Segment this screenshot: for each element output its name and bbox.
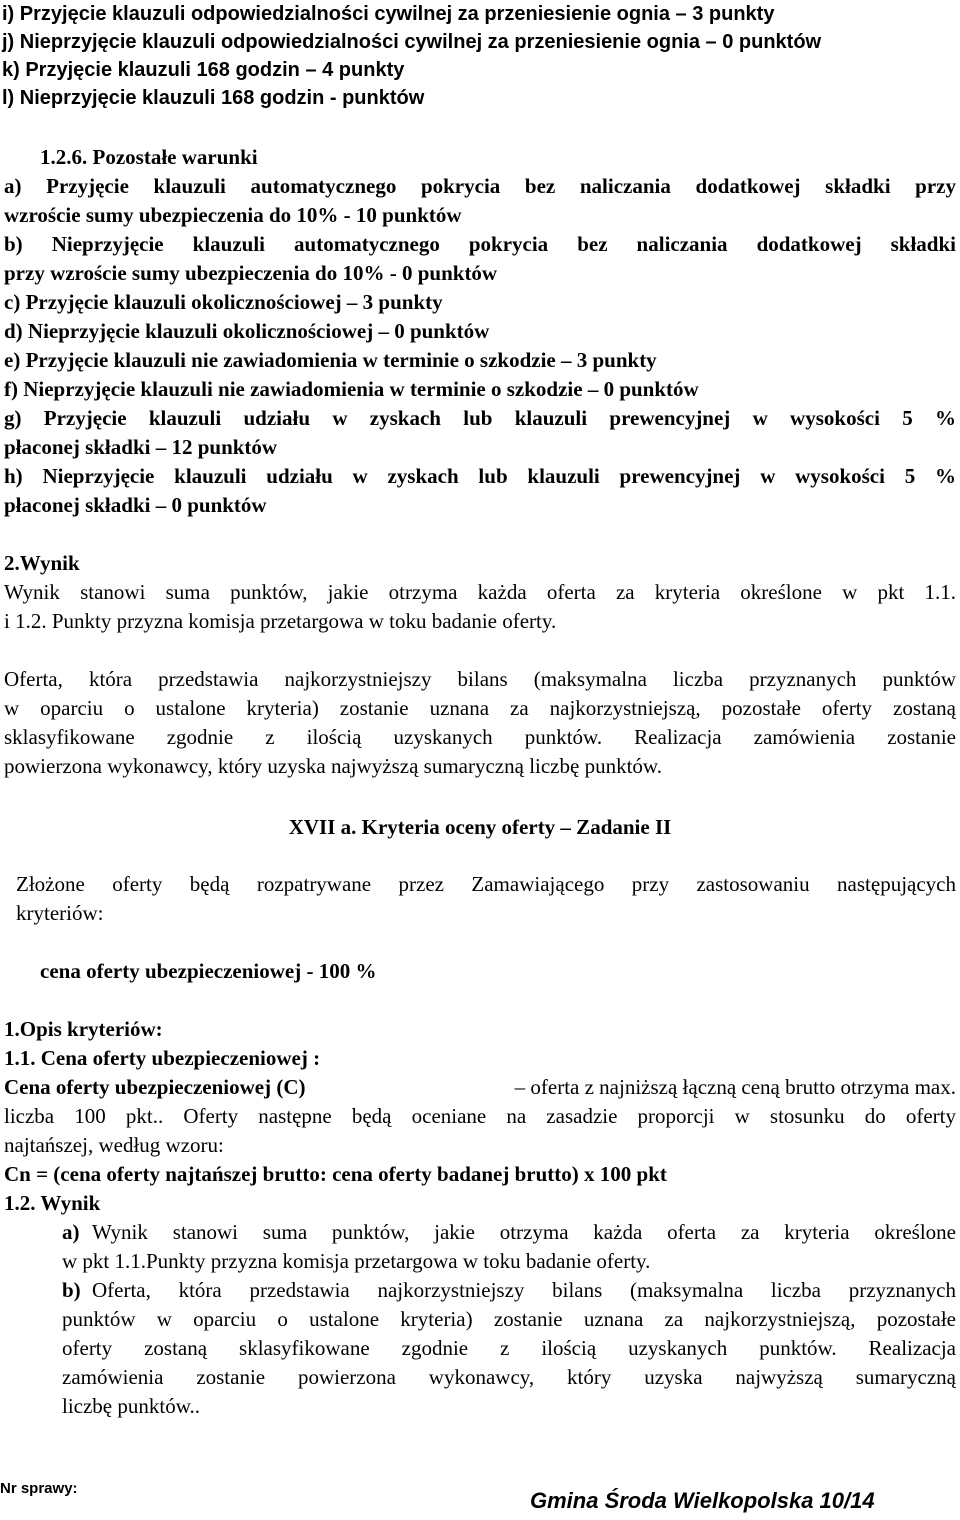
body-line: kryteriów: xyxy=(16,901,104,925)
body-line: Złożone oferty będą rozpatrywane przez Zamawiającego przy zastosowaniu następujących xyxy=(16,872,956,896)
clause-line: e) Przyjęcie klauzuli nie zawiadomienia w terminie o szkodzie – 3 punkty xyxy=(4,348,657,372)
body-line: zamówienia zostanie powierzona wykonawcy, który uzyska najwyższą sumaryczną xyxy=(62,1365,956,1389)
body-line: w pkt 1.1.Punkty przyzna komisja przetargowa w toku badanie oferty. xyxy=(62,1249,651,1273)
clause-line: a) Przyjęcie klauzuli automatycznego pokrycia bez naliczania dodatkowej składki przy xyxy=(4,174,956,198)
cena-term: Cena oferty ubezpieczeniowej (C) xyxy=(4,1075,306,1099)
body-line: punktów w oparciu o ustalone kryteria) zostanie uznana za najkorzystniejszą, pozostałe xyxy=(62,1307,956,1331)
section-heading-wynik: 2.Wynik xyxy=(4,551,80,575)
clause-line: b) Nieprzyjęcie klauzuli automatycznego pokrycia bez naliczania dodatkowej składki xyxy=(4,232,956,256)
footer-org-page: Gmina Środa Wielkopolska 10/14 xyxy=(530,1488,875,1513)
clause-item-i: i) Przyjęcie klauzuli odpowiedzialności cywilnej za przeniesienie ognia – 3 punkty xyxy=(2,3,775,25)
body-line: najtańszej, według wzoru: xyxy=(4,1133,224,1157)
body-line: Wynik stanowi suma punktów, jakie otrzyma każda oferta za kryteria określone xyxy=(92,1220,956,1244)
item-label-a: a) xyxy=(62,1220,80,1244)
clause-line: płaconej składki – 0 punktów xyxy=(4,493,267,517)
body-line: Oferta, która przedstawia najkorzystniejszy bilans (maksymalna liczba przyznanych xyxy=(92,1278,956,1302)
subsection-heading: 1.2. Wynik xyxy=(4,1191,101,1215)
clause-item-j: j) Nieprzyjęcie klauzuli odpowiedzialności cywilnej za przeniesienie ognia – 0 punktów xyxy=(2,31,822,53)
body-line: w oparciu o ustalone kryteria) zostanie uznana za najkorzystniejszą, pozostałe oferty zostaną xyxy=(4,696,956,720)
clause-line: przy wzroście sumy ubezpieczenia do 10% - 0 punktów xyxy=(4,261,498,285)
body-line xyxy=(4,1073,956,1101)
clause-line: wzroście sumy ubezpieczenia do 10% - 10 punktów xyxy=(4,203,462,227)
criterion-line: cena oferty ubezpieczeniowej - 100 % xyxy=(40,959,377,983)
subsection-heading: 1.Opis kryteriów: xyxy=(4,1017,163,1041)
section-title-xvii: XVII a. Kryteria oceny oferty – Zadanie II xyxy=(288,815,672,839)
body-line: i 1.2. Punkty przyzna komisja przetargowa w toku badanie oferty. xyxy=(4,609,557,633)
section-heading-126: 1.2.6. Pozostałe warunki xyxy=(40,145,258,169)
case-number-label: Nr sprawy: xyxy=(0,1480,78,1497)
clause-line: d) Nieprzyjęcie klauzuli okolicznościowej – 0 punktów xyxy=(4,319,490,343)
clause-line: g) Przyjęcie klauzuli udziału w zyskach lub klauzuli prewencyjnej w wysokości 5 % xyxy=(4,406,956,430)
formula-line: Cn = (cena oferty najtańszej brutto: cena oferty badanej brutto) x 100 pkt xyxy=(4,1162,667,1186)
clause-line: h) Nieprzyjęcie klauzuli udziału w zyskach lub klauzuli prewencyjnej w wysokości 5 % xyxy=(4,464,956,488)
clause-line: c) Przyjęcie klauzuli okolicznościowej – 3 punkty xyxy=(4,290,443,314)
body-line: Wynik stanowi suma punktów, jakie otrzyma każda oferta za kryteria określone w pkt 1.1. xyxy=(4,580,956,604)
body-line: liczba 100 pkt.. Oferty następne będą oceniane na zasadzie proporcji w stosunku do oferty xyxy=(4,1104,956,1128)
body-line: powierzona wykonawcy, który uzyska najwyższą sumaryczną liczbę punktów. xyxy=(4,754,662,778)
clause-line: f) Nieprzyjęcie klauzuli nie zawiadomienia w terminie o szkodzie – 0 punktów xyxy=(4,377,699,401)
body-line: sklasyfikowane zgodnie z ilością uzyskanych punktów. Realizacja zamówienia zostanie xyxy=(4,725,956,749)
cena-definition: – oferta z najniższą łączną ceną brutto otrzyma max. xyxy=(514,1075,956,1099)
item-label-b: b) xyxy=(62,1278,81,1302)
body-line: Oferta, która przedstawia najkorzystniejszy bilans (maksymalna liczba przyznanych punktów xyxy=(4,667,956,691)
body-line: oferty zostaną sklasyfikowane zgodnie z ilością uzyskanych punktów. Realizacja xyxy=(62,1336,956,1360)
subsection-heading: 1.1. Cena oferty ubezpieczeniowej : xyxy=(4,1046,321,1070)
body-line: liczbę punktów.. xyxy=(62,1394,201,1418)
clause-item-l: l) Nieprzyjęcie klauzuli 168 godzin - punktów xyxy=(2,87,425,109)
clause-line: płaconej składki – 12 punktów xyxy=(4,435,278,459)
clause-item-k: k) Przyjęcie klauzuli 168 godzin – 4 punkty xyxy=(2,59,405,81)
